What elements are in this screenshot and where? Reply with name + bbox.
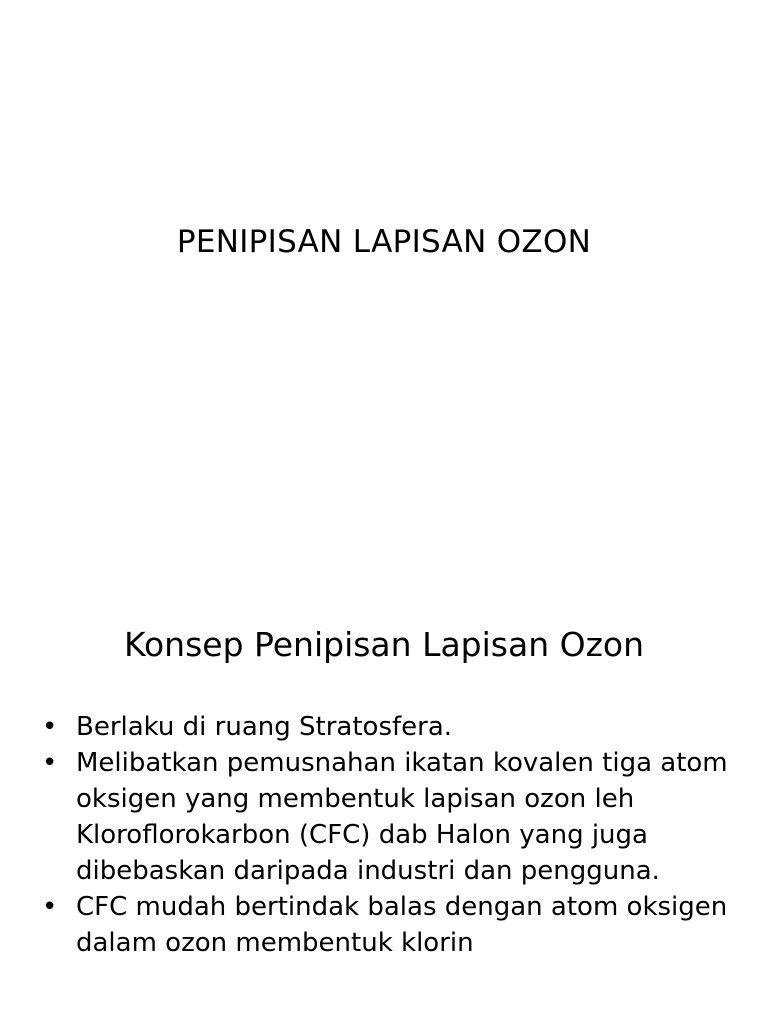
bullet-icon: • <box>42 892 58 922</box>
bullet-item <box>42 889 742 961</box>
slide-title: PENIPISAN LAPISAN OZON <box>176 224 592 260</box>
slide-heading: Konsep Penipisan Lapisan Ozon <box>123 625 645 664</box>
bullet-icon: • <box>42 748 58 778</box>
bullet-icon: • <box>42 712 58 742</box>
bullet-text: Berlaku di ruang Stratosfera. <box>76 712 453 742</box>
bullet-list <box>42 709 742 961</box>
bullet-text: Melibatkan pemusnahan ikatan kovalen tiga atom oksigen yang membentuk lapisan ozon leh Kloroflorokarbon (CFC) dab Halon yang juga dibebaskan daripada industri dan pengguna. <box>76 748 728 886</box>
bullet-text: CFC mudah bertindak balas dengan atom oksigen dalam ozon membentuk klorin <box>76 892 728 958</box>
bullet-item <box>42 745 742 889</box>
content-slide <box>0 576 768 1024</box>
bullet-item <box>42 709 742 745</box>
